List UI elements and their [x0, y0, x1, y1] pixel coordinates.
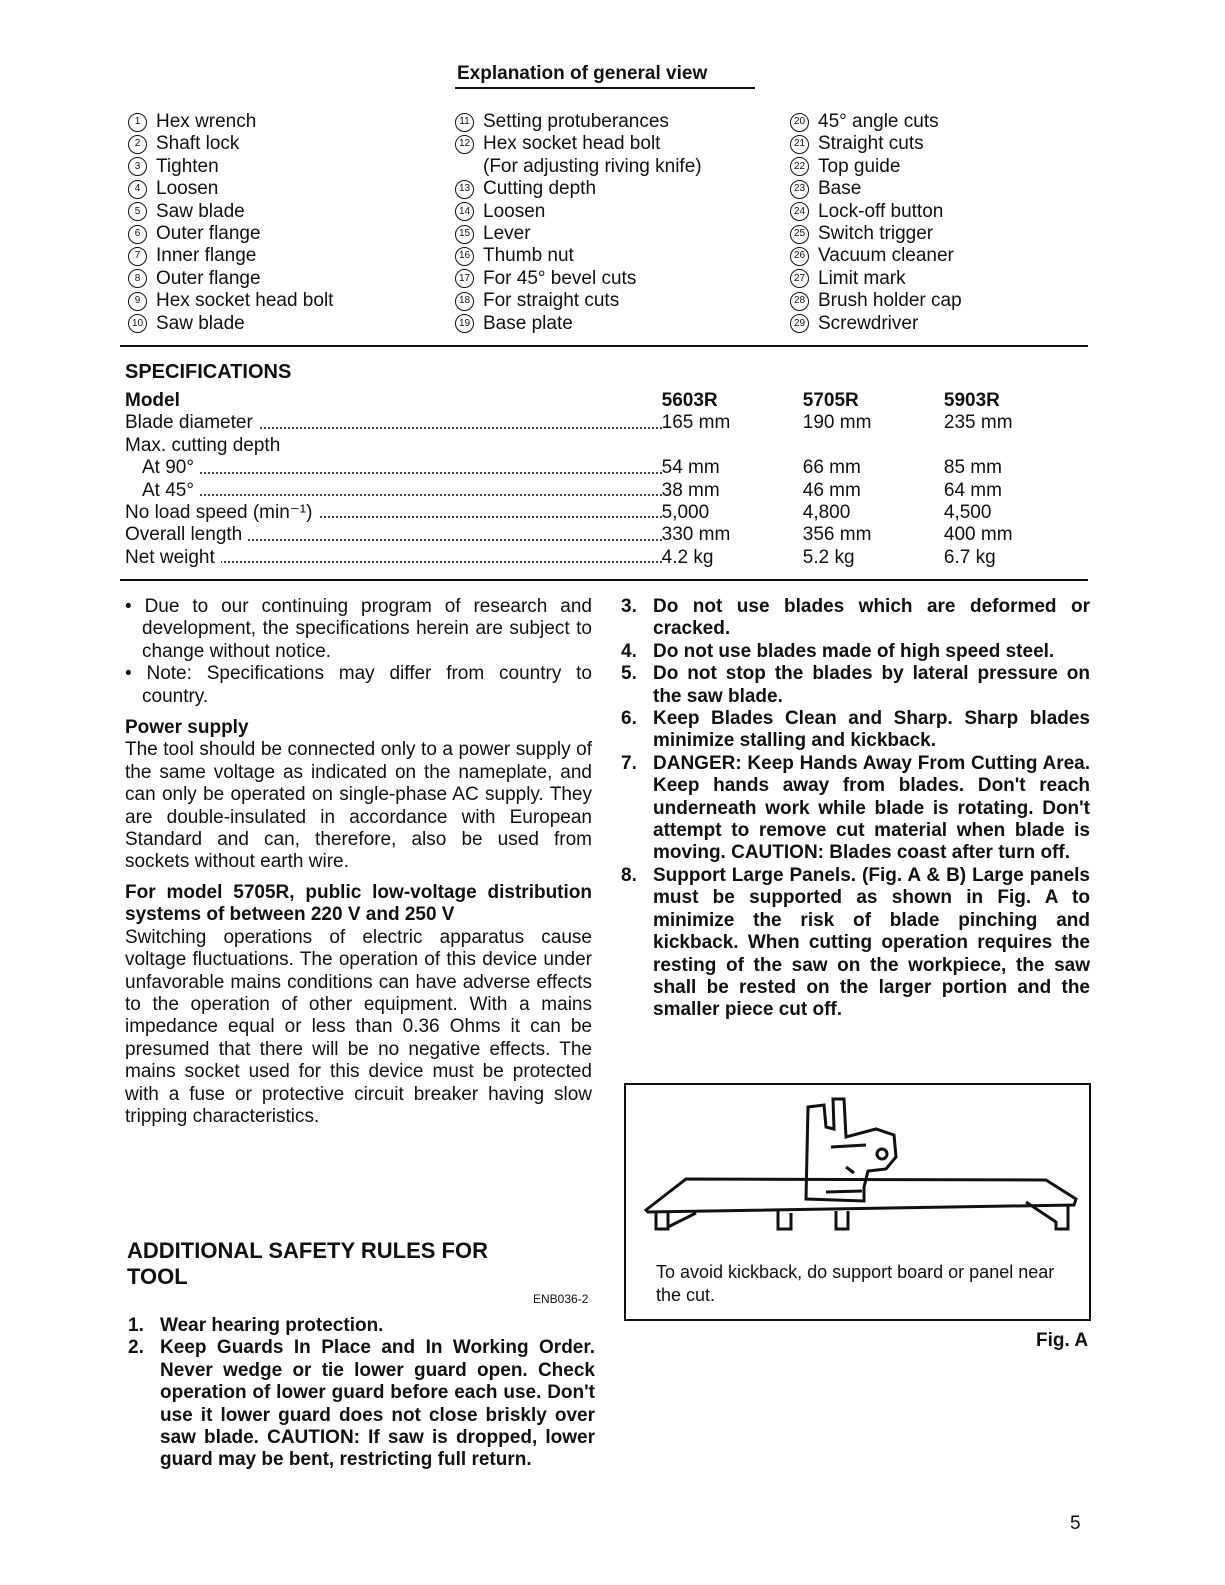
part-name: Lock-off button: [818, 200, 944, 222]
part-number: 2: [128, 135, 147, 154]
list-item: [455, 201, 702, 223]
spec-value: 4.2 kg: [661, 546, 714, 568]
part-name: Loosen: [483, 200, 546, 222]
note-1: • Due to our continuing program of research and development, the specifications herein are subject to change without notice.: [125, 596, 592, 662]
list-item: [455, 268, 702, 290]
spec-label-cell: [125, 412, 662, 434]
rule-text: Do not use blades made of high speed steel.: [653, 640, 1055, 662]
list-item: [790, 111, 962, 133]
saw-on-panel-illustration: [626, 1087, 1089, 1237]
list-item: [790, 156, 962, 178]
list-item: [128, 111, 333, 133]
part-name: Hex socket head bolt: [156, 290, 334, 312]
rule-number: 1.: [128, 1315, 144, 1336]
part-number: 10: [128, 314, 147, 333]
part-name: Hex wrench: [156, 111, 257, 132]
model-label: Model: [125, 390, 180, 411]
spec-row: [125, 502, 1085, 524]
specifications-table: [125, 390, 1085, 569]
part-number: 8: [128, 269, 147, 288]
spec-value: 356 mm: [802, 524, 872, 546]
divider: [120, 345, 1088, 347]
part-number: 7: [128, 247, 147, 266]
spec-label: Net weight: [125, 547, 221, 568]
spec-row: [125, 412, 1085, 434]
spec-value: 46 mm: [802, 479, 861, 501]
rule-text: Do not stop the blades by lateral pressure on the saw blade.: [653, 663, 1090, 707]
list-item: [790, 201, 962, 223]
power-supply-text: The tool should be connected only to a power supply of the same voltage as indicated on the nameplate, and can only be operated on single-phase AC supply. They are double-insulated in accordance with European Standard and can, therefore, also be used from sockets without earth wire.: [125, 739, 592, 873]
part-name: Thumb nut: [483, 245, 574, 267]
safety-items-left: [128, 1315, 595, 1472]
list-item: [128, 313, 333, 335]
spec-label: No load speed (min⁻¹): [125, 502, 318, 523]
leader-dots: [125, 472, 662, 474]
part-name: Shaft lock: [156, 133, 240, 155]
spec-value: 400 mm: [943, 524, 1013, 546]
spec-row: [125, 457, 1085, 479]
spec-header-row: [125, 390, 1085, 412]
list-item: [455, 178, 702, 200]
part-number: 15: [455, 225, 474, 244]
safety-rule: [621, 753, 1090, 865]
part-name: Outer flange: [156, 222, 261, 244]
power-supply-heading: Power supply: [125, 717, 249, 739]
part-number: 21: [790, 135, 809, 154]
parts-list-3: [790, 111, 962, 335]
list-item: [455, 156, 702, 178]
part-number: 26: [790, 247, 809, 266]
spec-label-cell: [125, 502, 662, 524]
part-number: 13: [455, 180, 474, 199]
part-number: 4: [128, 180, 147, 199]
part-number: 11: [455, 113, 474, 132]
low-voltage-text: Switching operations of electric apparatus cause voltage fluctuations. The operation of this device under unfavorable mains conditions can have adverse effects to the operation of other equipment. With a mains impedance equal or less than 0.36 Ohms it can be presumed that there will be no negative effects. The mains socket used for this device must be protected with a fuse or protective circuit breaker having slow tripping characteristics.: [125, 926, 592, 1127]
part-name: Straight cuts: [818, 133, 924, 155]
specifications-heading: SPECIFICATIONS: [125, 361, 292, 383]
list-item: [128, 133, 333, 155]
part-name: Loosen: [156, 178, 219, 200]
spec-value: 5.2 kg: [802, 546, 855, 568]
part-number: 25: [790, 225, 809, 244]
part-name: Outer flange: [156, 267, 261, 289]
safety-rule: [621, 708, 1090, 753]
list-item: [128, 245, 333, 267]
model-5903r: 5903R: [943, 390, 1000, 411]
part-number: 12: [455, 135, 474, 154]
spec-value: 66 mm: [802, 457, 861, 479]
list-item: [455, 313, 702, 335]
list-item: [790, 268, 962, 290]
rule-number: 7.: [621, 752, 637, 774]
divider: [120, 579, 1088, 581]
rule-number: 2.: [128, 1337, 144, 1359]
safety-rule: [621, 596, 1090, 641]
part-name: For 45° bevel cuts: [483, 267, 637, 289]
part-name: Inner flange: [156, 245, 257, 267]
spec-value: 165 mm: [661, 412, 731, 434]
safety-rule: [621, 641, 1090, 663]
part-number: 17: [455, 269, 474, 288]
spec-value: 54 mm: [661, 457, 720, 479]
part-number: 6: [128, 225, 147, 244]
list-item: [790, 178, 962, 200]
note-2: • Note: Specifications may differ from country to country.: [125, 663, 592, 707]
spec-value: 4,500: [943, 501, 992, 523]
spec-row: [125, 435, 1085, 457]
part-name: Switch trigger: [818, 222, 934, 244]
doc-code: ENB036-2: [533, 1292, 589, 1306]
list-item: [790, 133, 962, 155]
spec-value: [662, 435, 803, 457]
figure-caption: To avoid kickback, do support board or panel near the cut.: [656, 1262, 1055, 1305]
safety-rule: [128, 1315, 595, 1337]
list-item: [790, 313, 962, 335]
list-item: [128, 268, 333, 290]
spec-label: At 45°: [125, 480, 200, 501]
spec-value: 64 mm: [943, 479, 1002, 501]
list-item: [790, 245, 962, 267]
part-number: 22: [790, 157, 809, 176]
spec-label: Max. cutting depth: [125, 435, 286, 456]
part-number: 28: [790, 292, 809, 311]
rule-number: 5.: [621, 663, 637, 685]
part-name: 45° angle cuts: [818, 111, 939, 132]
rule-number: 3.: [621, 596, 637, 617]
model-5603r: 5603R: [661, 390, 718, 411]
safety-items-right: [621, 596, 1090, 1022]
part-name: Base plate: [483, 312, 573, 334]
spec-value: 235 mm: [943, 412, 1013, 434]
safety-rule: [128, 1337, 595, 1471]
rule-text: Keep Blades Clean and Sharp. Sharp blades minimize stalling and kickback.: [653, 708, 1090, 752]
part-number: 14: [455, 202, 474, 221]
part-name: (For adjusting riving knife): [483, 155, 702, 177]
spec-label: At 90°: [125, 457, 200, 478]
part-number: 24: [790, 202, 809, 221]
part-name: Limit mark: [818, 267, 906, 289]
part-name: Hex socket head bolt: [483, 133, 661, 155]
left-column: [125, 596, 592, 1128]
part-number: 27: [790, 269, 809, 288]
spec-label-cell: [125, 524, 662, 546]
model-5705r: 5705R: [802, 390, 859, 411]
part-name: Cutting depth: [483, 178, 597, 200]
rule-text: DANGER: Keep Hands Away From Cutting Area. Keep hands away from blades. Don't reach underneath work while blade is rotating. Don't attempt to remove cut material when blade is moving. CAUTION: Blades coast after turn off.: [653, 752, 1090, 864]
list-item: [790, 290, 962, 312]
spec-value: [944, 435, 1085, 457]
list-item: [455, 223, 702, 245]
rule-number: 6.: [621, 708, 637, 730]
part-name: Screwdriver: [818, 312, 919, 334]
spec-value: [803, 435, 944, 457]
rule-text: Wear hearing protection.: [160, 1315, 384, 1336]
part-number: 20: [790, 113, 809, 132]
rule-number: 8.: [621, 864, 637, 886]
page-title: Explanation of general view: [455, 63, 755, 89]
spec-label: Blade diameter: [125, 412, 259, 433]
rule-text: Support Large Panels. (Fig. A & B) Large panels must be supported as shown in Fig. A to minimize the risk of blade pinching and kickback. When cutting operation requires the resting of the saw on the workpiece, the saw shall be rested on the larger portion and the smaller piece cut off.: [653, 864, 1090, 1021]
part-name: Lever: [483, 222, 531, 244]
spec-value: 6.7 kg: [943, 546, 996, 568]
part-number: 3: [128, 157, 147, 176]
part-number: 5: [128, 202, 147, 221]
list-item: [128, 201, 333, 223]
part-name: Brush holder cap: [818, 290, 962, 312]
list-item: [128, 223, 333, 245]
part-name: For straight cuts: [483, 290, 620, 312]
part-name: Tighten: [156, 155, 219, 177]
part-number: 9: [128, 292, 147, 311]
rule-number: 4.: [621, 640, 637, 662]
list-item: [455, 111, 702, 133]
safety-rule: [621, 865, 1090, 1022]
spec-value: 330 mm: [661, 524, 731, 546]
spec-row: [125, 524, 1085, 546]
rule-text: Keep Guards In Place and In Working Order. Never wedge or tie lower guard open. Check operation of lower guard before each use. Don't use it lower guard does not close briskly over saw blade. CAUTION: If saw is dropped, lower guard may be bent, restricting full return.: [160, 1337, 595, 1471]
safety-rule: [621, 663, 1090, 708]
safety-heading: ADDITIONAL SAFETY RULES FOR TOOL: [127, 1238, 488, 1289]
part-number: 29: [790, 314, 809, 333]
list-item: [455, 245, 702, 267]
part-name: Top guide: [818, 155, 901, 177]
leader-dots: [125, 494, 662, 496]
spec-row: [125, 480, 1085, 502]
part-name: Base: [818, 178, 862, 200]
part-number: 1: [128, 113, 147, 132]
low-voltage-heading: For model 5705R, public low-voltage distribution systems of between 220 V and 250 V: [125, 881, 592, 926]
spec-label-cell: [125, 457, 662, 479]
part-number: 19: [455, 314, 474, 333]
spec-value: 5,000: [661, 501, 710, 523]
spec-label-cell: [125, 480, 662, 502]
parts-list-1: [128, 111, 333, 335]
part-name: Vacuum cleaner: [818, 245, 954, 267]
part-number: 18: [455, 292, 474, 311]
part-number: 23: [790, 180, 809, 199]
list-item: [128, 178, 333, 200]
page-number: 5: [1070, 1513, 1081, 1534]
spec-label-cell: [125, 435, 662, 457]
parts-list-2: [455, 111, 702, 335]
list-item: [455, 290, 702, 312]
spec-value: 4,800: [802, 501, 851, 523]
spec-value: 85 mm: [943, 457, 1002, 479]
spec-value: 190 mm: [802, 412, 872, 434]
part-name: Saw blade: [156, 312, 245, 334]
rule-text: Do not use blades which are deformed or cracked.: [653, 596, 1090, 640]
list-item: [455, 133, 702, 155]
list-item: [128, 156, 333, 178]
part-number: 16: [455, 247, 474, 266]
spec-label: Overall length: [125, 524, 248, 545]
list-item: [790, 223, 962, 245]
spec-label-cell: [125, 547, 662, 569]
part-name: Setting protuberances: [483, 111, 669, 132]
figure-a-box: [624, 1083, 1091, 1321]
spec-value: 38 mm: [661, 479, 720, 501]
part-name: Saw blade: [156, 200, 245, 222]
list-item: [128, 290, 333, 312]
figure-label: Fig. A: [1036, 1330, 1089, 1351]
spec-row: [125, 547, 1085, 569]
